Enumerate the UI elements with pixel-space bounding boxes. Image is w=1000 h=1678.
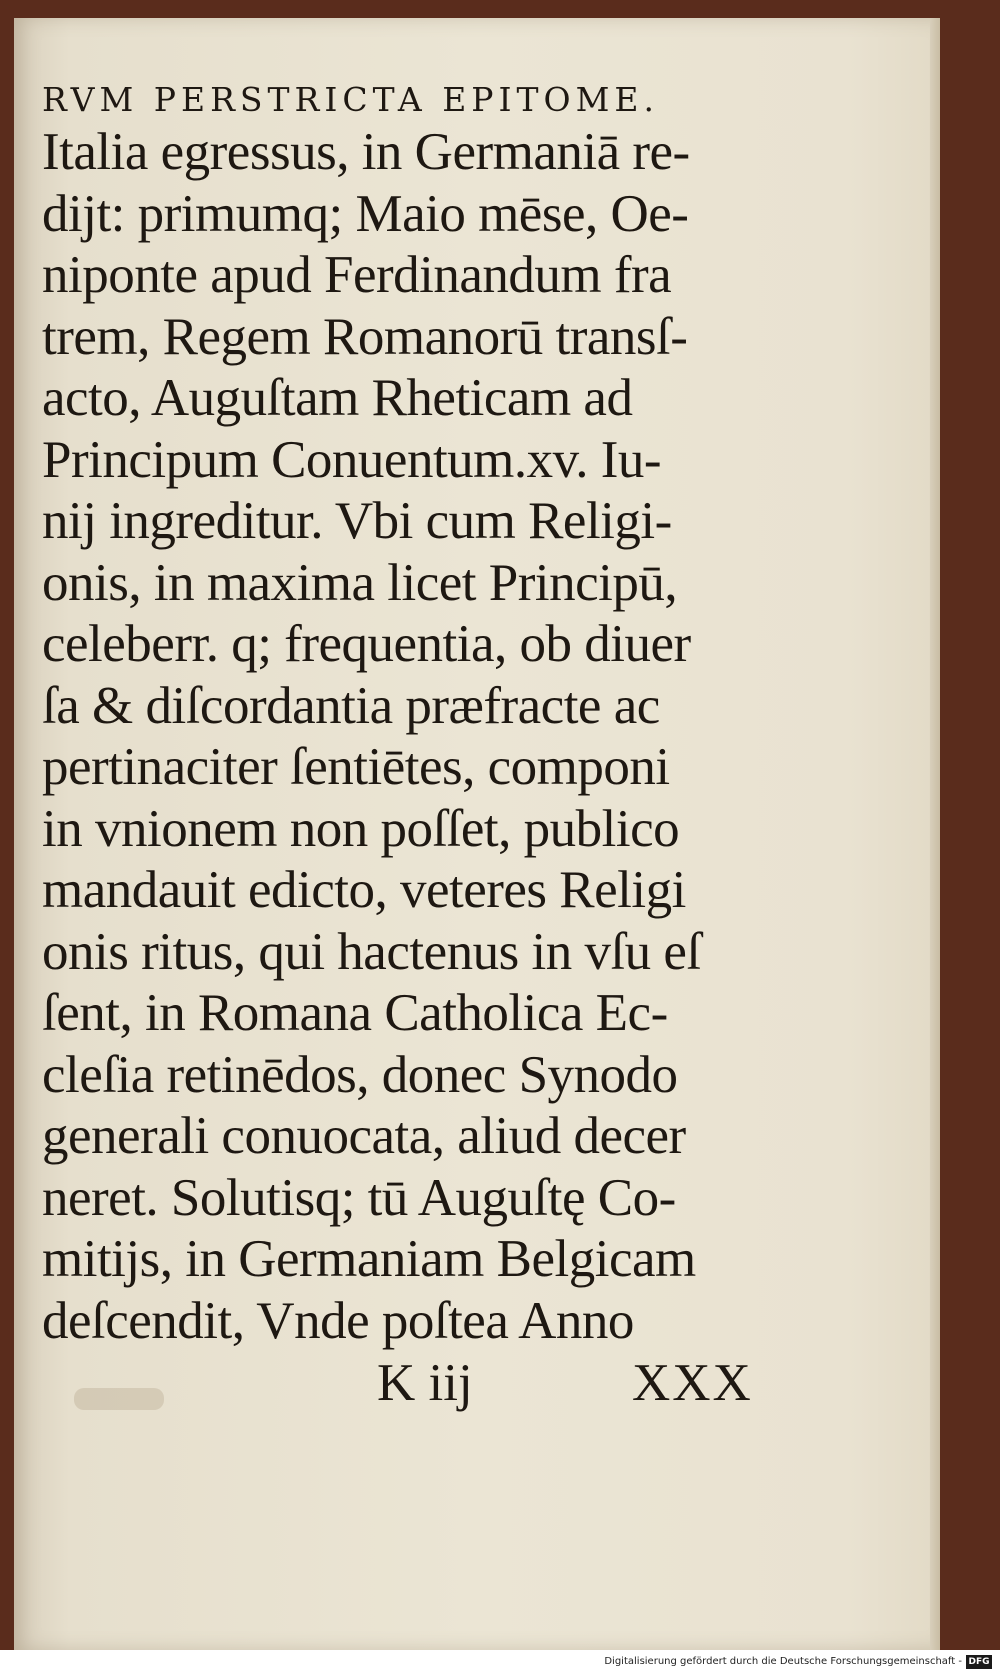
text-line: ſa & diſcordantia præfracte ac <box>42 676 660 735</box>
footer-bar <box>0 1650 1000 1678</box>
text-line: neret. Solutisq; tū Auguſtę Co- <box>42 1168 676 1227</box>
text-line: Principum Conuentum.xv. Iu- <box>42 430 662 489</box>
text-line: pertinaciter ſentiētes, componi <box>42 738 670 796</box>
text-line: in vnionem non poſſet, publico <box>42 799 680 858</box>
footer-credit: Digitalisierung gefördert durch die Deutsche Forschungsgemeinschaft - <box>604 1656 962 1667</box>
signature-line <box>42 1352 802 1414</box>
text-line: generali conuocata, aliud decer <box>42 1107 686 1165</box>
page-edge <box>930 18 940 1650</box>
text-line: deſcendit, Vnde poſtea Anno <box>42 1291 634 1350</box>
catchword: XXX <box>632 1354 753 1412</box>
book-page <box>14 18 940 1650</box>
text-line: cleſia retinēdos, donec Synodo <box>42 1045 678 1104</box>
text-line: niponte apud Ferdinandum fra <box>42 246 672 304</box>
text-line: Italia egressus, in Germaniā re- <box>42 123 690 181</box>
signature-mark: K iij <box>377 1354 473 1412</box>
text-block <box>42 78 802 1414</box>
text-line: ſent, in Romana Catholica Ec- <box>42 984 668 1042</box>
text-line: onis ritus, qui hactenus in vſu eſ <box>42 922 701 981</box>
text-line: dijt: primumq; Maio mēse, Oe- <box>42 184 689 243</box>
text-line: mitijs, in Germaniam Belgicam <box>42 1230 696 1288</box>
text-line: celeberr. q; frequentia, ob diuer <box>42 615 691 673</box>
dfg-logo: DFG <box>966 1655 992 1669</box>
running-head: RVM PERSTRICTA EPITOME. <box>42 80 659 119</box>
text-line: trem, Regem Romanorū transſ- <box>42 307 688 366</box>
text-line: nij ingreditur. Vbi cum Religi- <box>42 492 672 550</box>
text-line: mandauit edicto, veteres Religi <box>42 861 686 919</box>
text-line: acto, Auguſtam Rheticam ad <box>42 369 633 427</box>
text-line: onis, in maxima licet Principū, <box>42 553 678 612</box>
